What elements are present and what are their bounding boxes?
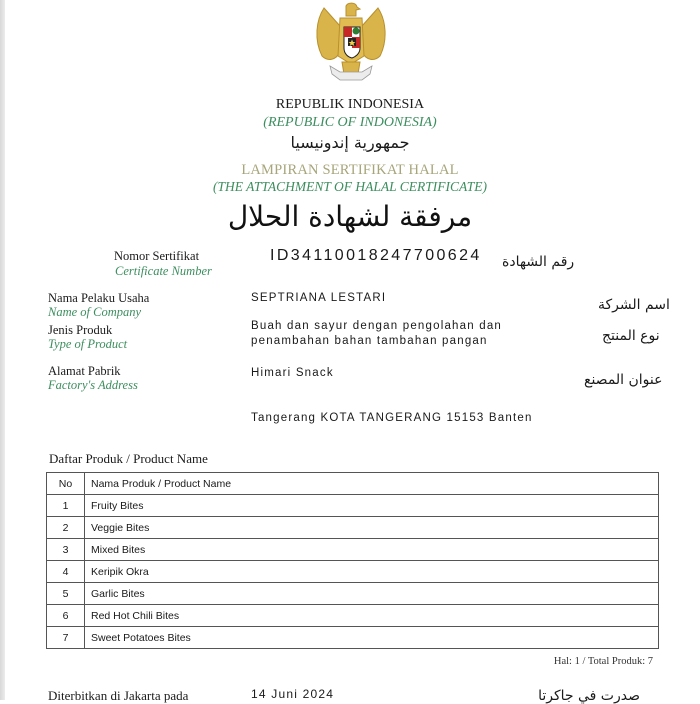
garuda-emblem-icon — [310, 0, 392, 86]
product-name: Veggie Bites — [85, 517, 659, 539]
company-label-ar: اسم الشركة — [598, 297, 670, 313]
factory-name-value: Himari Snack — [251, 367, 334, 379]
table-row — [47, 561, 659, 583]
issued-label-ar: صدرت في جاكرتا — [538, 688, 640, 704]
factory-address-label-ar: عنوان المصنع — [584, 372, 663, 388]
row-number: 3 — [47, 539, 85, 561]
row-number: 4 — [47, 561, 85, 583]
product-name: Mixed Bites — [85, 539, 659, 561]
table-row — [47, 583, 659, 605]
table-row — [47, 605, 659, 627]
document-title-ar: مرفقة لشهادة الحلال — [227, 200, 473, 233]
product-list-title: Daftar Produk / Product Name — [49, 451, 208, 466]
certificate-number-label-ar: رقم الشهادة — [502, 254, 575, 270]
table-row — [47, 539, 659, 561]
product-type-label: Jenis Produk — [48, 323, 113, 337]
product-type-label-en: Type of Product — [48, 337, 128, 351]
company-value: SEPTRIANA LESTARI — [251, 292, 387, 304]
country-name-ar: جمهورية إندونيسيا — [290, 133, 410, 152]
factory-address-value: Tangerang KOTA TANGERANG 15153 Banten — [251, 412, 533, 424]
issued-label: Diterbitkan di Jakarta pada — [48, 688, 189, 703]
country-name-id: REPUBLIK INDONESIA — [275, 97, 425, 112]
certificate-number-label-en: Certificate Number — [115, 264, 212, 278]
row-number: 1 — [47, 495, 85, 517]
row-number: 6 — [47, 605, 85, 627]
product-type-value-line-1: Buah dan sayur dengan pengolahan dan — [251, 320, 503, 332]
company-label: Nama Pelaku Usaha — [48, 291, 150, 305]
table-row — [47, 495, 659, 517]
certificate-number: ID34110018247700624 — [270, 247, 482, 264]
page-total-summary: Hal: 1 / Total Produk: 7 — [553, 656, 653, 667]
company-label-en: Name of Company — [48, 305, 142, 319]
product-name: Sweet Potatoes Bites — [85, 627, 659, 649]
factory-address-label-en: Factory's Address — [48, 378, 138, 392]
product-name: Garlic Bites — [85, 583, 659, 605]
certificate-number-label: Nomor Sertifikat — [114, 249, 200, 263]
document-title-id: LAMPIRAN SERTIFIKAT HALAL — [241, 162, 459, 178]
table-row — [47, 627, 659, 649]
product-name: Red Hot Chili Bites — [85, 605, 659, 627]
column-header-product-name: Nama Produk / Product Name — [85, 473, 659, 495]
factory-address-label: Alamat Pabrik — [48, 364, 121, 378]
table-row — [47, 517, 659, 539]
product-table-header — [47, 473, 659, 495]
row-number: 7 — [47, 627, 85, 649]
issued-date: 14 Juni 2024 — [251, 687, 335, 701]
product-name: Keripik Okra — [85, 561, 659, 583]
product-type-value-line-2: penambahan bahan tambahan pangan — [251, 335, 488, 347]
product-type-label-ar: نوع المنتج — [602, 328, 660, 344]
product-name: Fruity Bites — [85, 495, 659, 517]
row-number: 5 — [47, 583, 85, 605]
country-name-en: (REPUBLIC OF INDONESIA) — [263, 115, 437, 130]
document-title-en: (THE ATTACHMENT OF HALAL CERTIFICATE) — [212, 179, 488, 194]
product-table — [46, 472, 659, 649]
row-number: 2 — [47, 517, 85, 539]
column-header-no: No — [47, 473, 85, 495]
